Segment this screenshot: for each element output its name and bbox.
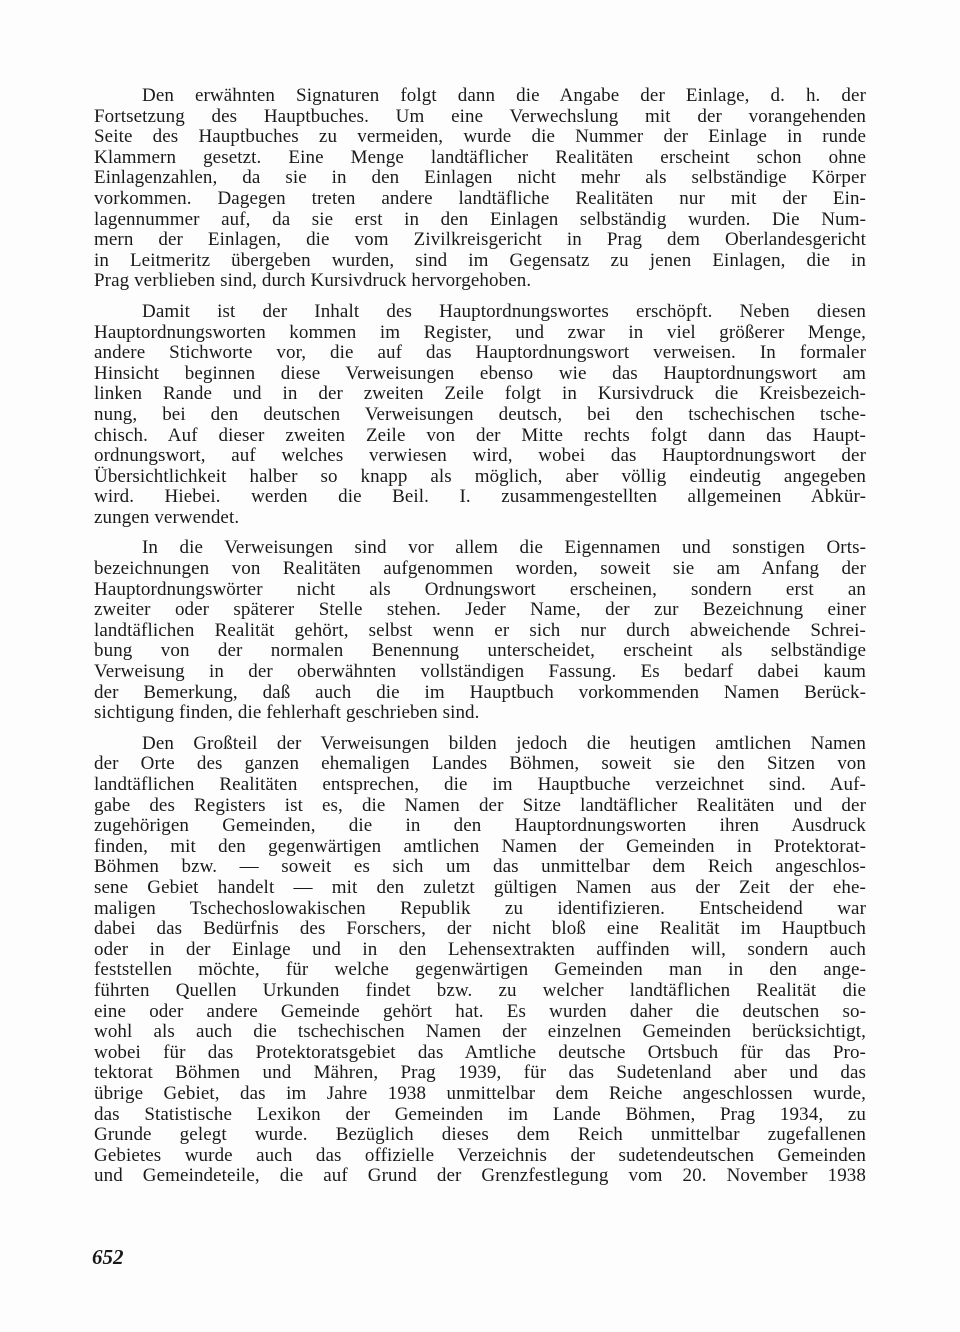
text-line: zungen verwendet. (94, 506, 240, 528)
text-line: Damit ist der Inhalt des Hauptordnungswortes erschöpft. Neben diesen (142, 300, 866, 322)
text-line: Prag verblieben sind, durch Kursivdruck hervorgehoben. (94, 270, 532, 292)
text-line: finden, mit den gegenwärtigen amtlichen Namen der Gemeinden in Protektorat- (94, 835, 866, 857)
text-line: das Statistische Lexikon der Gemeinden im Lande Böhmen, Prag 1934, zu (94, 1103, 866, 1125)
text-line: Einlagenzahlen, da sie in den Einlagen nicht mehr als selbständige Körper (94, 167, 866, 189)
paragraph-2 (94, 302, 866, 529)
text-line: der Bemerkung, daß auch die im Hauptbuch vorkommenden Namen Berück- (94, 681, 866, 703)
text-line: feststellen möchte, für welche gegenwärtigen Gemeinden man in den ange- (94, 959, 866, 981)
text-line: nung, bei den deutschen Verweisungen deutsch, bei den tschechischen tsche- (94, 403, 866, 425)
text-line: landtäflichen Realität gehört, selbst wenn er sich nur durch abweichende Schrei- (94, 619, 866, 641)
text-line: und Gemeindeteile, die auf Grund der Grenzfestlegung vom 20. November 1938 (94, 1165, 866, 1187)
text-line: Den Großteil der Verweisungen bilden jedoch die heutigen amtlichen Namen (142, 732, 866, 754)
text-line: Übersichtlichkeit halber so knapp als möglich, aber völlig eindeutig angegeben (94, 465, 866, 487)
text-line: wird. Hiebei. werden die Beil. I. zusammengestellten allgemeinen Abkür- (94, 486, 866, 508)
text-line: zugehörigen Gemeinden, die in den Hauptordnungsworten ihren Ausdruck (94, 815, 866, 837)
text-line: wohl als auch die tschechischen Namen der einzelnen Gemeinden berücksichtigt, (94, 1021, 866, 1043)
text-line: wobei für das Protektoratsgebiet das Amtliche deutsche Ortsbuch für das Pro- (94, 1041, 866, 1063)
text-line: In die Verweisungen sind vor allem die Eigennamen und sonstigen Orts- (142, 537, 866, 559)
text-line: zweiter oder späterer Stelle stehen. Jeder Name, der zur Bezeichnung einer (94, 599, 866, 621)
text-line: Den erwähnten Signaturen folgt dann die Angabe der Einlage, d. h. der (142, 85, 866, 106)
text-line: sene Gebiet handelt — mit den zuletzt gültigen Namen aus der Zeit der ehe- (94, 876, 866, 898)
paragraph-4 (94, 734, 866, 1187)
text-line: Fortsetzung des Hauptbuches. Um eine Verwechslung mit der vorangehenden (94, 105, 866, 127)
text-line: tektorat Böhmen und Mähren, Prag 1939, für das Sudetenland aber und das (94, 1062, 866, 1084)
text-line: mern der Einlagen, die vom Zivilkreisgericht in Prag dem Oberlandesgericht (94, 229, 866, 251)
text-line: vorkommen. Dagegen treten andere landtäfliche Realitäten nur mit der Ein- (94, 187, 866, 209)
text-line: chisch. Auf dieser zweiten Zeile von der Mitte rechts folgt dann das Haupt- (94, 424, 866, 446)
text-line: Grunde gelegt wurde. Bezüglich dieses dem Reich unmittelbar zugefallenen (94, 1124, 866, 1146)
paragraph-1 (94, 86, 866, 292)
text-line: Gebietes wurde auch das offizielle Verzeichnis der sudetendeutschen Gemeinden (94, 1144, 866, 1166)
body-text (94, 86, 866, 1197)
text-line: andere Stichworte vor, die auf das Hauptordnungswort verweisen. In formaler (94, 342, 866, 364)
paragraph-3 (94, 538, 866, 723)
page-number: 652 (92, 1245, 124, 1269)
text-line: gabe des Registers ist es, die Namen der Sitze landtäflicher Realitäten und der (94, 794, 866, 816)
text-line: landtäflichen Realitäten entsprechen, die im Hauptbuche verzeichnet sind. Auf- (94, 774, 866, 795)
text-line: Hauptordnungswörter nicht als Ordnungswort erscheinen, sondern erst an (94, 578, 866, 600)
text-line: linken Rande und in der zweiten Zeile folgt in Kursivdruck die Kreisbezeich- (94, 383, 866, 405)
text-line: Klammern gesetzt. Eine Menge landtäflicher Realitäten erscheint schon ohne (94, 146, 866, 168)
text-line: maligen Tschechoslowakischen Republik zu identifizieren. Entscheidend war (94, 897, 866, 919)
text-line: führten Quellen Urkunden findet bzw. zu welcher landtäflichen Realität die (94, 979, 866, 1001)
text-line: der Orte des ganzen ehemaligen Landes Böhmen, soweit sie den Sitzen von (94, 753, 866, 775)
text-line: bung von der normalen Benennung unterscheidet, erscheint als selbständige (94, 640, 866, 662)
text-line: ordnungswort, auf welches verwiesen wird, wobei das Hauptordnungswort der (94, 445, 866, 467)
text-line: Hauptordnungsworten kommen im Register, und zwar in viel größerer Menge, (94, 321, 866, 343)
text-line: dabei das Bedürfnis des Forschers, der nicht bloß eine Realität im Hauptbuch (94, 918, 866, 940)
text-line: Böhmen bzw. — soweit es sich um das unmittelbar dem Reich angeschlos- (94, 856, 866, 878)
text-line: eine oder andere Gemeinde gehört hat. Es wurden daher die deutschen so- (94, 1000, 866, 1022)
text-line: sichtigung finden, die fehlerhaft geschrieben sind. (94, 702, 480, 724)
text-line: übrige Gebiet, das im Jahre 1938 unmittelbar dem Reiche angeschlossen wurde, (94, 1082, 866, 1104)
text-line: bezeichnungen von Realitäten aufgenommen worden, soweit sie am Anfang der (94, 558, 866, 580)
text-line: oder in der Einlage und in den Lehensextrakten auffinden will, sondern auch (94, 938, 866, 960)
text-line: Seite des Hauptbuches zu vermeiden, wurde die Nummer der Einlage in runde (94, 126, 866, 148)
text-line: Verweisung in der oberwähnten vollständigen Fassung. Es bedarf dabei kaum (94, 661, 866, 683)
text-line: lagennummer auf, da sie erst in den Einlagen selbständig wurden. Die Num- (94, 208, 866, 230)
text-line: in Leitmeritz übergeben wurden, sind im Gegensatz zu jenen Einlagen, die in (94, 249, 866, 271)
text-line: Hinsicht beginnen diese Verweisungen ebenso wie das Hauptordnungswort am (94, 362, 866, 384)
